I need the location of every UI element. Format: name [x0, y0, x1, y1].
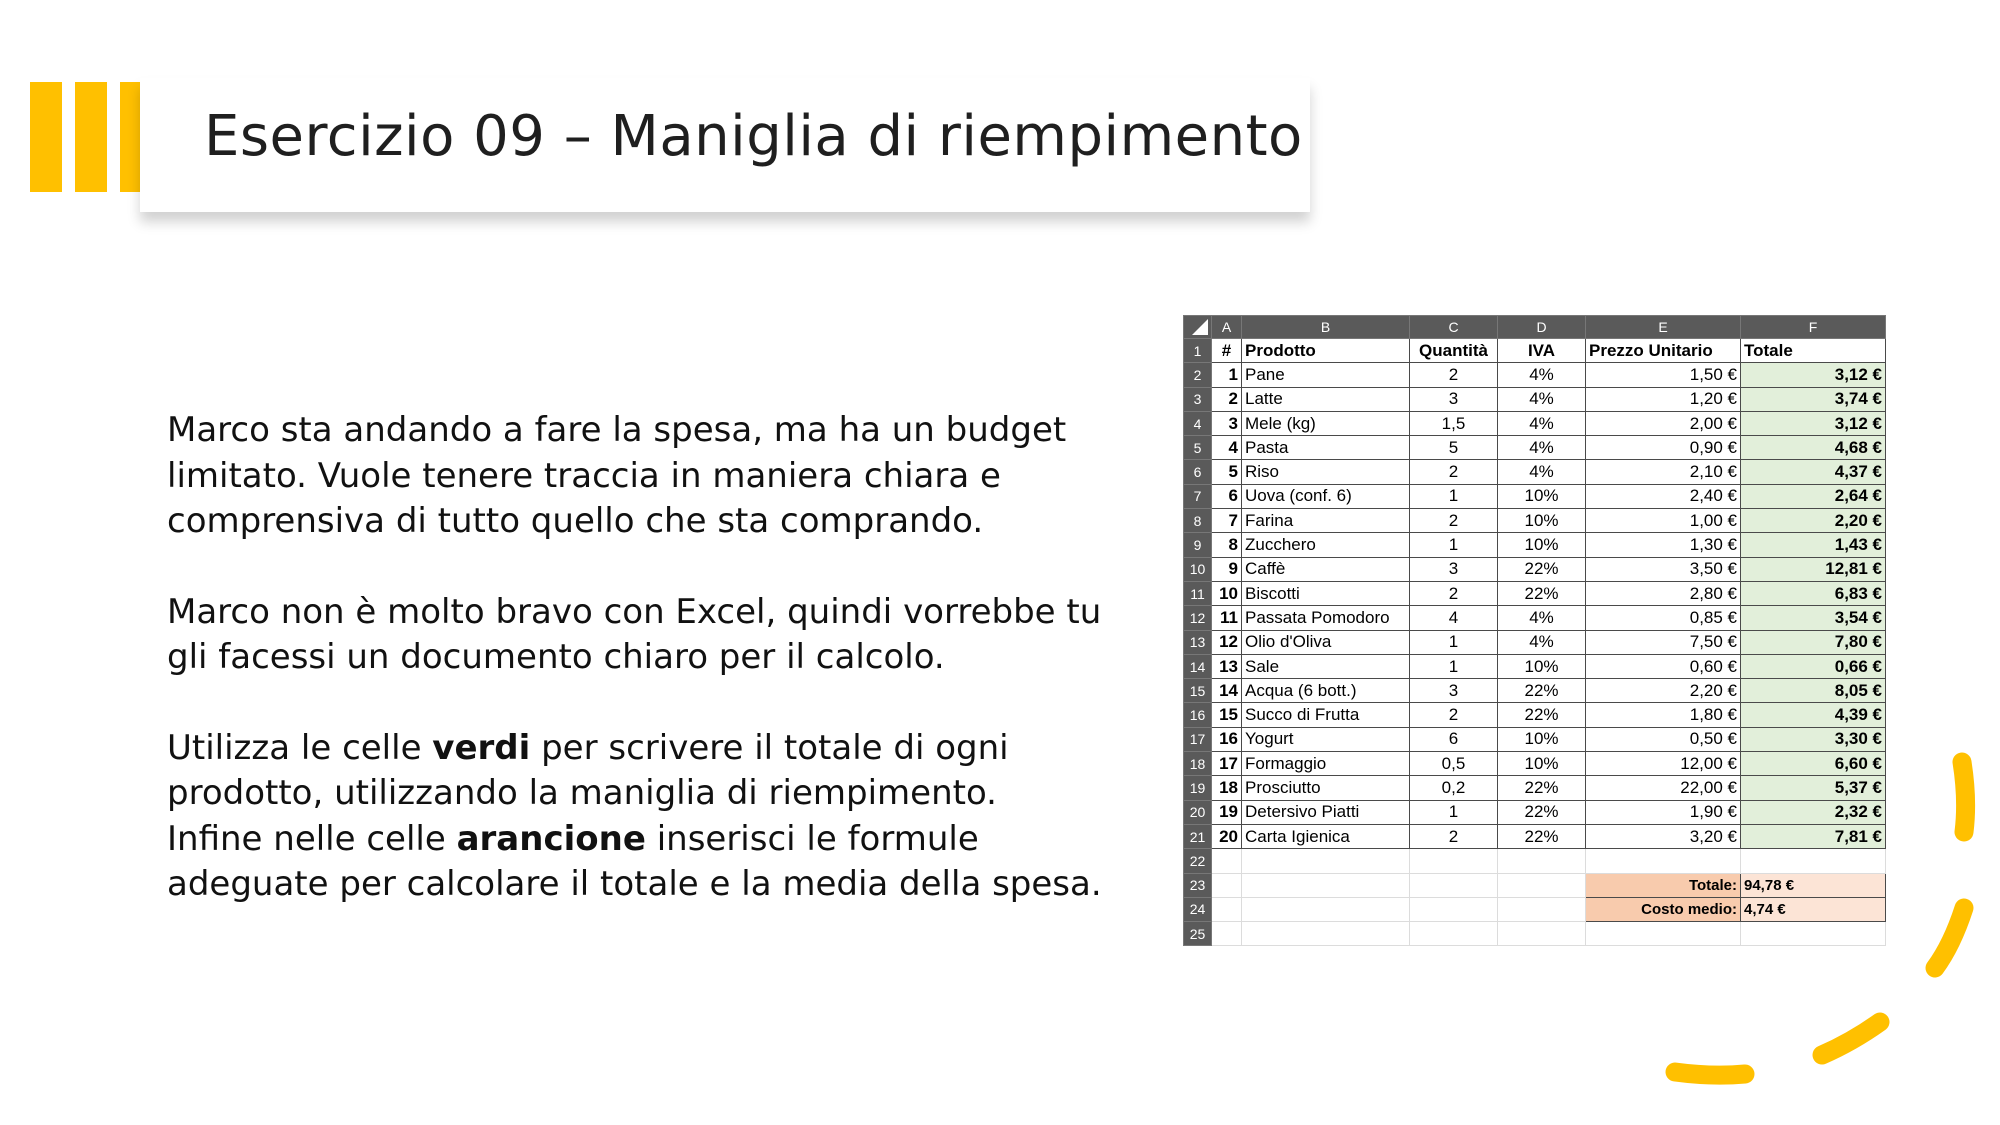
item-number-cell[interactable]: 7 — [1212, 509, 1242, 533]
product-cell[interactable]: Zucchero — [1242, 533, 1410, 557]
header-cell[interactable]: Prezzo Unitario — [1586, 339, 1741, 363]
p3-text: Utilizza le celle — [167, 727, 433, 768]
quantity-cell[interactable]: 4 — [1410, 606, 1498, 630]
row-number[interactable]: 1 — [1184, 339, 1212, 363]
swoosh-dash — [1935, 908, 1964, 968]
row-number[interactable]: 21 — [1184, 824, 1212, 848]
total-cell[interactable]: 4,37 € — [1741, 460, 1886, 484]
row-number[interactable]: 16 — [1184, 703, 1212, 727]
row-number[interactable]: 23 — [1184, 873, 1212, 897]
quantity-cell[interactable]: 2 — [1410, 824, 1498, 848]
unit-price-cell[interactable]: 2,20 € — [1586, 679, 1741, 703]
item-number-cell[interactable]: 20 — [1212, 824, 1242, 848]
item-number-cell[interactable]: 17 — [1212, 752, 1242, 776]
product-cell[interactable]: Succo di Frutta — [1242, 703, 1410, 727]
column-header[interactable]: A — [1212, 316, 1242, 339]
item-number-cell[interactable]: 4 — [1212, 436, 1242, 460]
item-number-cell[interactable]: 3 — [1212, 411, 1242, 435]
item-number-cell[interactable]: 11 — [1212, 606, 1242, 630]
unit-price-cell[interactable]: 0,50 € — [1586, 727, 1741, 751]
unit-price-cell[interactable]: 2,80 € — [1586, 581, 1741, 605]
product-cell[interactable]: Pane — [1242, 363, 1410, 387]
unit-price-cell[interactable]: 1,20 € — [1586, 387, 1741, 411]
unit-price-cell[interactable]: 2,10 € — [1586, 460, 1741, 484]
iva-cell[interactable]: 10% — [1498, 509, 1586, 533]
iva-cell[interactable]: 22% — [1498, 679, 1586, 703]
total-cell[interactable]: 5,37 € — [1741, 776, 1886, 800]
p3-text: per scrivere il totale di ogni prodotto, utilizzando la maniglia di riempimento. — [167, 727, 1009, 813]
product-cell[interactable]: Sale — [1242, 654, 1410, 678]
quantity-cell[interactable]: 2 — [1410, 703, 1498, 727]
item-number-cell[interactable]: 10 — [1212, 581, 1242, 605]
total-cell[interactable]: 0,66 € — [1741, 654, 1886, 678]
total-cell[interactable]: 6,83 € — [1741, 581, 1886, 605]
unit-price-cell[interactable]: 3,50 € — [1586, 557, 1741, 581]
iva-cell[interactable]: 4% — [1498, 436, 1586, 460]
row-number[interactable]: 24 — [1184, 897, 1212, 921]
item-number-cell[interactable]: 8 — [1212, 533, 1242, 557]
total-cell[interactable]: 3,12 € — [1741, 411, 1886, 435]
total-cell[interactable]: 2,32 € — [1741, 800, 1886, 824]
header-cell[interactable]: Quantità — [1410, 339, 1498, 363]
row-number[interactable]: 22 — [1184, 849, 1212, 873]
summary-value-cell[interactable]: 94,78 € — [1741, 873, 1886, 897]
unit-price-cell[interactable]: 0,60 € — [1586, 654, 1741, 678]
p3-text: Infine nelle celle — [167, 818, 457, 859]
row-number[interactable]: 2 — [1184, 363, 1212, 387]
quantity-cell[interactable]: 0,2 — [1410, 776, 1498, 800]
row-number[interactable]: 4 — [1184, 411, 1212, 435]
product-cell[interactable]: Biscotti — [1242, 581, 1410, 605]
iva-cell[interactable]: 22% — [1498, 703, 1586, 727]
unit-price-cell[interactable]: 1,30 € — [1586, 533, 1741, 557]
iva-cell[interactable]: 22% — [1498, 824, 1586, 848]
swoosh-dash — [1962, 762, 1966, 832]
item-number-cell[interactable]: 13 — [1212, 654, 1242, 678]
iva-cell[interactable]: 22% — [1498, 557, 1586, 581]
total-cell[interactable]: 3,30 € — [1741, 727, 1886, 751]
total-cell[interactable]: 4,68 € — [1741, 436, 1886, 460]
item-number-cell[interactable]: 19 — [1212, 800, 1242, 824]
column-header[interactable]: E — [1586, 316, 1741, 339]
p3-bold-verdi: verdi — [432, 727, 531, 768]
unit-price-cell[interactable]: 0,90 € — [1586, 436, 1741, 460]
quantity-cell[interactable]: 1 — [1410, 630, 1498, 654]
quantity-cell[interactable]: 1 — [1410, 800, 1498, 824]
product-cell[interactable]: Carta Igienica — [1242, 824, 1410, 848]
total-cell[interactable]: 2,20 € — [1741, 509, 1886, 533]
quantity-cell[interactable]: 1 — [1410, 484, 1498, 508]
item-number-cell[interactable]: 1 — [1212, 363, 1242, 387]
slide-title: Esercizio 09 – Maniglia di riempimento — [204, 104, 1303, 169]
row-number[interactable]: 6 — [1184, 460, 1212, 484]
iva-cell[interactable]: 4% — [1498, 606, 1586, 630]
product-cell[interactable]: Formaggio — [1242, 752, 1410, 776]
row-number[interactable]: 13 — [1184, 630, 1212, 654]
row-number[interactable]: 18 — [1184, 752, 1212, 776]
column-header[interactable]: F — [1741, 316, 1886, 339]
paragraph-1: Marco sta andando a fare la spesa, ma ha un budget limitato. Vuole tenere traccia in maniera chiara e comprensiva di tutto quello che sta comprando. — [167, 410, 1067, 541]
row-number[interactable]: 15 — [1184, 679, 1212, 703]
total-cell[interactable]: 7,80 € — [1741, 630, 1886, 654]
iva-cell[interactable]: 10% — [1498, 752, 1586, 776]
item-number-cell[interactable]: 9 — [1212, 557, 1242, 581]
iva-cell[interactable]: 4% — [1498, 460, 1586, 484]
row-number[interactable]: 25 — [1184, 922, 1212, 946]
row-number[interactable]: 17 — [1184, 727, 1212, 751]
total-cell[interactable]: 2,64 € — [1741, 484, 1886, 508]
iva-cell[interactable]: 4% — [1498, 411, 1586, 435]
quantity-cell[interactable]: 3 — [1410, 387, 1498, 411]
row-number[interactable]: 5 — [1184, 436, 1212, 460]
unit-price-cell[interactable]: 1,00 € — [1586, 509, 1741, 533]
product-cell[interactable]: Olio d'Oliva — [1242, 630, 1410, 654]
iva-cell[interactable]: 22% — [1498, 800, 1586, 824]
product-cell[interactable]: Caffè — [1242, 557, 1410, 581]
item-number-cell[interactable]: 12 — [1212, 630, 1242, 654]
summary-value-cell[interactable]: 4,74 € — [1741, 897, 1886, 921]
product-cell[interactable]: Yogurt — [1242, 727, 1410, 751]
unit-price-cell[interactable]: 12,00 € — [1586, 752, 1741, 776]
unit-price-cell[interactable]: 2,40 € — [1586, 484, 1741, 508]
unit-price-cell[interactable]: 7,50 € — [1586, 630, 1741, 654]
product-cell[interactable]: Pasta — [1242, 436, 1410, 460]
total-cell[interactable]: 3,12 € — [1741, 363, 1886, 387]
product-cell[interactable]: Prosciutto — [1242, 776, 1410, 800]
product-cell[interactable]: Uova (conf. 6) — [1242, 484, 1410, 508]
row-number[interactable]: 8 — [1184, 509, 1212, 533]
paragraph-2: Marco non è molto bravo con Excel, quindi vorrebbe tu gli facessi un documento chiaro per il calcolo. — [167, 591, 1102, 677]
product-cell[interactable]: Acqua (6 bott.) — [1242, 679, 1410, 703]
item-number-cell[interactable]: 18 — [1212, 776, 1242, 800]
header-cell[interactable]: # — [1212, 339, 1242, 363]
summary-label-cell[interactable]: Totale: — [1586, 873, 1741, 897]
quantity-cell[interactable]: 1 — [1410, 654, 1498, 678]
item-number-cell[interactable]: 2 — [1212, 387, 1242, 411]
iva-cell[interactable]: 22% — [1498, 581, 1586, 605]
header-cell[interactable]: Totale — [1741, 339, 1886, 363]
swoosh-dash — [1822, 1022, 1880, 1055]
total-cell[interactable]: 3,74 € — [1741, 387, 1886, 411]
row-number[interactable]: 12 — [1184, 606, 1212, 630]
iva-cell[interactable]: 10% — [1498, 533, 1586, 557]
p3-text: inserisci le formule adeguate per calcolare il totale e la media della spesa. — [167, 818, 1102, 904]
quantity-cell[interactable]: 2 — [1410, 509, 1498, 533]
iva-cell[interactable]: 10% — [1498, 727, 1586, 751]
unit-price-cell[interactable]: 1,50 € — [1586, 363, 1741, 387]
iva-cell[interactable]: 10% — [1498, 654, 1586, 678]
iva-cell[interactable]: 10% — [1498, 484, 1586, 508]
quantity-cell[interactable]: 2 — [1410, 581, 1498, 605]
total-cell[interactable]: 12,81 € — [1741, 557, 1886, 581]
unit-price-cell[interactable]: 0,85 € — [1586, 606, 1741, 630]
row-number[interactable]: 10 — [1184, 557, 1212, 581]
iva-cell[interactable]: 4% — [1498, 363, 1586, 387]
quantity-cell[interactable]: 3 — [1410, 679, 1498, 703]
item-number-cell[interactable]: 14 — [1212, 679, 1242, 703]
quantity-cell[interactable]: 0,5 — [1410, 752, 1498, 776]
total-cell[interactable]: 3,54 € — [1741, 606, 1886, 630]
unit-price-cell[interactable]: 1,80 € — [1586, 703, 1741, 727]
column-header[interactable]: B — [1242, 316, 1410, 339]
total-cell[interactable]: 4,39 € — [1741, 703, 1886, 727]
row-number[interactable]: 19 — [1184, 776, 1212, 800]
quantity-cell[interactable]: 2 — [1410, 363, 1498, 387]
row-number[interactable]: 9 — [1184, 533, 1212, 557]
quantity-cell[interactable]: 5 — [1410, 436, 1498, 460]
item-number-cell[interactable]: 5 — [1212, 460, 1242, 484]
product-cell[interactable]: Mele (kg) — [1242, 411, 1410, 435]
total-cell[interactable]: 1,43 € — [1741, 533, 1886, 557]
p3-bold-arancione: arancione — [456, 818, 646, 859]
product-cell[interactable]: Riso — [1242, 460, 1410, 484]
unit-price-cell[interactable]: 2,00 € — [1586, 411, 1741, 435]
row-number[interactable]: 11 — [1184, 581, 1212, 605]
item-number-cell[interactable]: 6 — [1212, 484, 1242, 508]
column-header[interactable]: C — [1410, 316, 1498, 339]
total-cell[interactable]: 7,81 € — [1741, 824, 1886, 848]
product-cell[interactable]: Passata Pomodoro — [1242, 606, 1410, 630]
quantity-cell[interactable]: 1,5 — [1410, 411, 1498, 435]
total-cell[interactable]: 8,05 € — [1741, 679, 1886, 703]
quantity-cell[interactable]: 2 — [1410, 460, 1498, 484]
unit-price-cell[interactable]: 3,20 € — [1586, 824, 1741, 848]
product-cell[interactable]: Latte — [1242, 387, 1410, 411]
quantity-cell[interactable]: 3 — [1410, 557, 1498, 581]
column-header[interactable]: D — [1498, 316, 1586, 339]
iva-cell[interactable]: 22% — [1498, 776, 1586, 800]
quantity-cell[interactable]: 1 — [1410, 533, 1498, 557]
header-cell[interactable]: IVA — [1498, 339, 1586, 363]
iva-cell[interactable]: 4% — [1498, 387, 1586, 411]
row-number[interactable]: 3 — [1184, 387, 1212, 411]
unit-price-cell[interactable]: 1,90 € — [1586, 800, 1741, 824]
quantity-cell[interactable]: 6 — [1410, 727, 1498, 751]
item-number-cell[interactable]: 15 — [1212, 703, 1242, 727]
product-cell[interactable]: Detersivo Piatti — [1242, 800, 1410, 824]
header-cell[interactable]: Prodotto — [1242, 339, 1410, 363]
row-number[interactable]: 20 — [1184, 800, 1212, 824]
swoosh-dash — [1675, 1072, 1745, 1075]
product-cell[interactable]: Farina — [1242, 509, 1410, 533]
summary-label-cell[interactable]: Costo medio: — [1586, 897, 1741, 921]
unit-price-cell[interactable]: 22,00 € — [1586, 776, 1741, 800]
row-number[interactable]: 7 — [1184, 484, 1212, 508]
item-number-cell[interactable]: 16 — [1212, 727, 1242, 751]
iva-cell[interactable]: 4% — [1498, 630, 1586, 654]
row-number[interactable]: 14 — [1184, 654, 1212, 678]
total-cell[interactable]: 6,60 € — [1741, 752, 1886, 776]
